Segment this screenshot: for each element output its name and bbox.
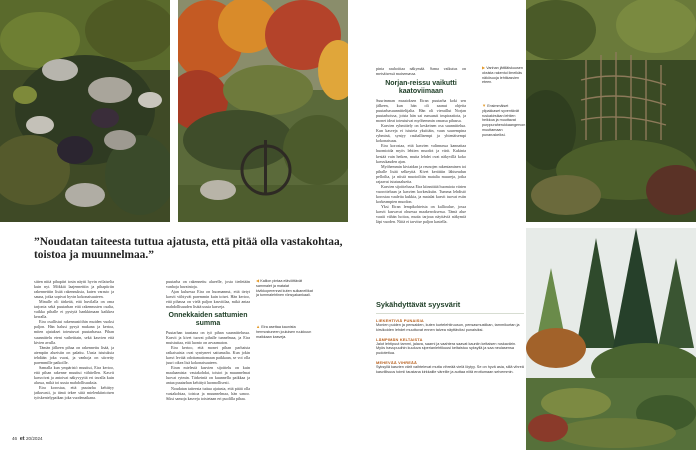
triangle-pointer-icon: ▼ [482,104,487,108]
paragraph: Kasvien ryhmittely on keskeinen osa suunnittelua. Kun kasveja ei istuteta yksittäin, vaan suurempina ryhminä, syntyy rauhallisempi ja yhtenäisempi kokonaisuus. [376,123,466,144]
body-column-1 [34,279,114,441]
box-section-text: Jalot lehtipuut tammi, jalava, saarni ja vaahtera saavat kauniin keltaisen ruskavärin. Myös havupuuihin kuuluva siperianlehtikuusi keltaistuu syksyllä ja saa neulasensa pudotettua. [376,341,517,356]
page-footer [12,436,132,442]
paragraph: Myöhemmin kiviaidan ja reunojen rakentaminen toi pihalle lisää selkeyttä. Kivet kerättiin lähiseudun pelloilta, ja niistä muotoiltiin matalia muureja, jotka rajaavat istutusalueita. [376,163,466,184]
paragraph: Eiran mielestä kasvien sijoittelu on kuin maalaamista: vastakohdat, toistot ja muunnelmat luovat rytmin. Tärkeintä on kuunnella paikkaa ja antaa puutarhan kehittyä luonnollisesti. [166,365,250,386]
caption-mid: ▲ Eira asettaa kaunista hermostuneen jouluisen ruukkuun maikkaan kasveja. [256,325,312,339]
paragraph: Yksi Eiran lempikohteista on kallioalue, jossa kasvit kasvavat ohuessa maakerroksessa. Tämä alue vaatii vähän hoitoa, mutta tarjoaa näyttäviä näkymiä läpi vuoden. Niitä ei tarvitse paljon kastella. [376,203,466,225]
paragraph: pinta rauhoittaa näkymää. Sama vaikutus on metsäisessä maisemassa. [376,66,466,77]
paragraph: Samalla kun ympäristö muuttui, Eira kertoo, että pihan rakenne muuttui vähitellen. Kasvit kasvoivat ja antoivat näkyvyyttä eri tavalla kuin alussa, mikä toi uusia mahdollisuuksia. [34,364,114,385]
divider [376,313,524,314]
caption-left: ◀ Kallion pintaa elävöittävät sammalet ja matalat kivikkoperennat kuten sulkaneilikat ja tummalehtinen rönsyakankaali. [256,279,313,298]
box-title: Sykähdyttävät syysvärit [376,300,461,309]
issue-number: 20/2024 [25,436,43,441]
magazine-logo: et [19,436,25,442]
body-column-3 [376,98,466,290]
paragraph: Noudatan taiteesta tuttua ajatusta, että pitää olla vastakohtaa, toistoa ja muunnelmaa, hän sanoo. Siksi samoja kasveja toistetaan eri puolilla pihaa. [166,385,250,401]
photo-fence-greenery [526,0,696,222]
paragraph: Tämän jälkeen pihaa on rakennettu lisää, ja aiempiin alueisiin on palattu. Uusia istutuksia tehdään joka vuosi, ja vanhoja on siirretty paremmille paikoille. [34,344,114,365]
pull-quote: ”Noudatan taiteesta tuttua ajatusta, että pitää olla vastakohtaa, toistoa ja muunnelmaa.” [34,236,343,261]
caption-right-mid: ▼ Ensimmäiset ylipakkaset syventävät ruskakirsikan lehtien heikkoa ja muuttavat purppuraherukkaangervon muuttamaan punaruskeiksi. [482,104,526,137]
paragraph: Eira korostaa, että puutarha kehittyy jatkuvasti, ja tämä tekee siitä mielenkiintoisen työskentelypaikan joka vuodenaikana. [34,384,114,401]
body-column-2-bottom [166,330,250,441]
triangle-pointer-icon: ◀ [256,279,260,283]
caption-right-top: ▶ Vanhan jättiläiskuusen oksista rakentui ilmeikäs näkösuoja lehtikasvien eteen. [482,66,523,85]
paragraph: Suurimman muutoksen Eiran puutarha koki sen jälkeen, kun hän oli saanut ohjeita puutarhasuunnittelijalta. Hän oli vieraillut Norjan puutarhoissa, joista hän sai runsaasti inspiraatiota, ja monet ideat toteutuivat myöhemmin omassa pihassa. [376,98,466,124]
triangle-pointer-icon: ▲ [256,325,261,329]
paragraph: sitten niitä pihapiiri tosin näytti hyvin erilaiselta kuin nyt. Mökkiä laajennettiin ja pihapiiriin rakennettiin lisää rakennuksia, kuten varasto ja sauna, jotka sopivat hyvin kokonaisuuteen. [34,279,114,300]
subheading-norjan: Norjan-reissu vaikutti kaatoviimaan [385,80,457,95]
paragraph: Minulle oli tärkeää, että huvilalla on oma tarjonta sekä puutarhan että rakennusten osalta, vaikka pihalle ei pystytä hankkimaan kaikkea kerralla. [34,299,114,320]
subheading-onnekkaiden: Onnekkaiden sattumien summa [168,312,248,327]
paragraph: Eira kertoo, että monet pihan parhaista ratkaisuista ovat syntyneet sattumalta. Kun jokin kasvi leviää odottamattomaan paikkaan, se voi olla juuri oikea lisä kokonaisuuteen. [166,345,250,366]
body-column-2-top [166,279,250,309]
paragraph: Puutarhan taustana on työ pihan suunnittelussa. Kasvit ja kivet tuovat pihalle tunnelmaa, ja Eira muistuttaa, että luonto on arvaamaton. [166,330,250,346]
paragraph: puutarha on rakennettu alueelle, josta tiedetään vanhoja havaintoja. [166,279,250,290]
box-section-heading: LIEKEHTIVIÄ PUNAISIA [376,318,424,323]
box-section-text: Syksyllä kasvien värit vaihtelevat mutta vihreää vielä löytyy. Se on hyvä asia, sillä vihreä kasvillisuus toimii taustana kirkkaille väreille ja auttaa niitä erottumaan selvemmin. [376,364,524,374]
photo-rock-garden [0,0,170,222]
triangle-pointer-icon: ▶ [482,66,486,70]
paragraph: Kasvien sijoittelussa Eira kiinnittää huomiota värien vuorotteluun ja kasvien korkeuksiin. Tumma lehdistö korostaa vaaleita kukkia, ja matalat kasvit tuovat esiin korkeampien muodon. [376,183,466,204]
box-section-heading: MEHEVÄÄ VIHREÄÄ [376,359,418,365]
paragraph: Eira korostaa, että kasvien valinnassa kannattaa huomioida myös lehtien muodot ja värit. Kukinta kestää vain hetken, mutta lehdet ovat näkyvillä koko kasvukauden ajan. [376,143,466,164]
paragraph: Eira osallistui rakennustöihin muiden vuoksi paljon. Hän halusi pysyä mukana ja kertoa, miten ajatukset toteutuvat puutarhassa. Pihan suunnittelu eteni vaiheittain, sekä kasvien että kivien avulla. [34,319,114,345]
paragraph: Ajan kuluessa Eira on huomannut, että tietyt kasvit viihtyvät paremmin kuin toiset. Hän kertoo, että pihassa on vielä paljon kasvitilaa, mikä antaa mahdollisuuden lisätä uusia kasveja. [166,289,250,309]
page-number: 46 [12,436,18,441]
box-section-text: Monien puiden ja pensaiden, kuten kurtelehtiruusun, pensasmustikan, tammikurtan ja kirsikoiden lehdet muuttuvat ennen talvea näyttäviksi punaisiksi. [376,323,520,332]
photo-conifers [526,228,696,450]
box-section-heading: LÄMPIMÄN KELTAISTA [376,336,423,342]
sidebar-box [376,292,524,438]
body-column-3-top [376,66,466,78]
photo-autumn-trees [178,0,348,222]
